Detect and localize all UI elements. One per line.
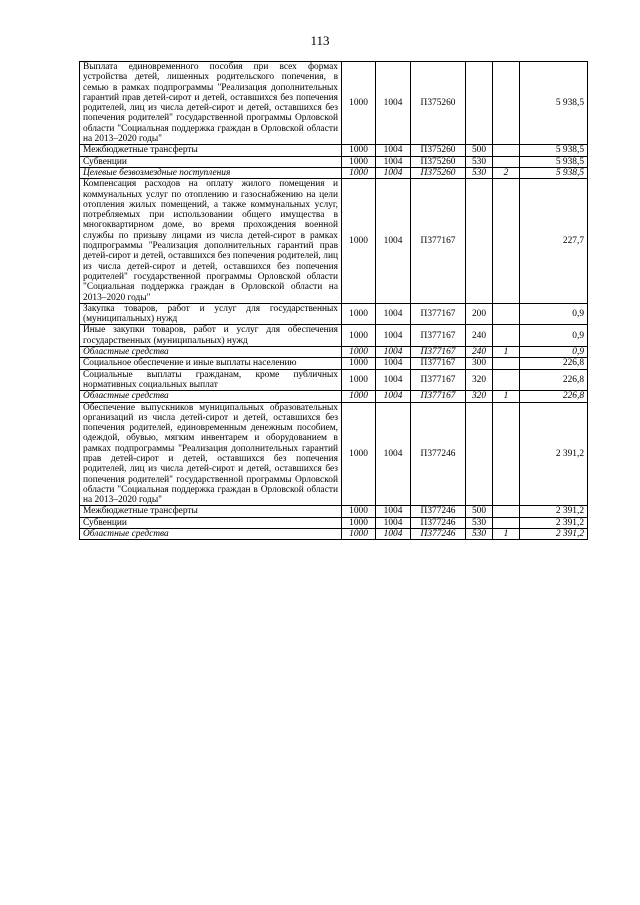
target-article-code: П377167 (411, 369, 466, 391)
amount: 2 391,2 (520, 529, 588, 540)
row-description: Межбюджетные трансферты (80, 506, 342, 517)
budget-table (79, 61, 588, 540)
row-description: Закупка товаров, работ и услуг для государственных (муниципальных) нужд (80, 303, 342, 325)
row-description: Социальное обеспечение и иные выплаты населению (80, 358, 342, 369)
amount: 2 391,2 (520, 402, 588, 506)
expense-type-code: 300 (466, 358, 493, 369)
funding-source-code: 1 (493, 529, 520, 540)
table-row (80, 358, 588, 369)
section-code: 1000 (342, 62, 376, 145)
section-code: 1000 (342, 179, 376, 304)
amount: 0,9 (520, 325, 588, 347)
section-code: 1000 (342, 303, 376, 325)
table-row (80, 325, 588, 347)
funding-source-code (493, 179, 520, 304)
funding-source-code: 2 (493, 167, 520, 178)
funding-source-code (493, 303, 520, 325)
amount: 0,9 (520, 303, 588, 325)
section-code: 1000 (342, 156, 376, 167)
expense-type-code: 320 (466, 369, 493, 391)
expense-type-code: 200 (466, 303, 493, 325)
subsection-code: 1004 (376, 391, 411, 402)
subsection-code: 1004 (376, 156, 411, 167)
funding-source-code (493, 369, 520, 391)
amount: 5 938,5 (520, 145, 588, 156)
funding-source-code (493, 402, 520, 506)
target-article-code: П377246 (411, 517, 466, 528)
expense-type-code: 530 (466, 517, 493, 528)
row-description: Иные закупки товаров, работ и услуг для обеспечения государственных (муниципальных) нужд (80, 325, 342, 347)
target-article-code: П377167 (411, 179, 466, 304)
funding-source-code: 1 (493, 347, 520, 358)
row-description: Обеспечение выпускников муниципальных образовательных организаций из числа детей-сирот и детей, оставшихся без попечения родителей, единовременным денежным пособием, одеждой, обувью, мягким инвентарем и оборудованием в рамках подпрограммы "Реализация дополнительных гарантий прав детей-сирот и детей, оставшихся без попечения родителей, лиц из числа детей-сирот и детей, оставшихся без попечения родителей" государственной программы Орловской области "Социальная поддержка граждан в Орловской области на 2013–2020 годы" (80, 402, 342, 506)
section-code: 1000 (342, 402, 376, 506)
row-description: Межбюджетные трансферты (80, 145, 342, 156)
target-article-code: П377246 (411, 529, 466, 540)
funding-source-code (493, 358, 520, 369)
table-row (80, 506, 588, 517)
target-article-code: П375260 (411, 156, 466, 167)
subsection-code: 1004 (376, 402, 411, 506)
subsection-code: 1004 (376, 347, 411, 358)
amount: 226,8 (520, 391, 588, 402)
funding-source-code (493, 145, 520, 156)
row-description: Компенсация расходов на оплату жилого помещения и коммунальных услуг по отоплению и газоснабжению на цели отопления жилых помещений, а также коммунальных услуг, потребляемых при использовании общего имущества в многоквартирном доме, во время прохождения военной службы по призыву лицами из числа детей-сирот в рамках подпрограммы "Реализация дополнительных гарантий прав детей-сирот и детей, оставшихся без попечения родителей, лиц из числа детей-сирот и детей, оставшихся без попечения родителей" государственной программы Орловской области "Социальная поддержка граждан в Орловской области на 2013–2020 годы" (80, 179, 342, 304)
funding-source-code (493, 62, 520, 145)
expense-type-code: 530 (466, 529, 493, 540)
row-description: Выплата единовременного пособия при всех формах устройства детей, лишенных родительского попечения, в семью в рамках подпрограммы "Реализация дополнительных гарантий прав детей-сирот и детей, оставшихся без попечения родителей, лиц из числа детей-сирот и детей, оставшихся без попечения родителей" государственной программы Орловской области "Социальная поддержка граждан в Орловской области на 2013–2020 годы" (80, 62, 342, 145)
subsection-code: 1004 (376, 358, 411, 369)
row-description: Субвенции (80, 517, 342, 528)
subsection-code: 1004 (376, 179, 411, 304)
amount: 226,8 (520, 358, 588, 369)
expense-type-code: 500 (466, 506, 493, 517)
amount: 227,7 (520, 179, 588, 304)
expense-type-code: 530 (466, 167, 493, 178)
funding-source-code (493, 517, 520, 528)
expense-type-code: 530 (466, 156, 493, 167)
amount: 5 938,5 (520, 62, 588, 145)
subsection-code: 1004 (376, 167, 411, 178)
funding-source-code (493, 506, 520, 517)
target-article-code: П377167 (411, 358, 466, 369)
funding-source-code: 1 (493, 391, 520, 402)
expense-type-code (466, 179, 493, 304)
section-code: 1000 (342, 347, 376, 358)
section-code: 1000 (342, 325, 376, 347)
row-description: Субвенции (80, 156, 342, 167)
table-row (80, 179, 588, 304)
amount: 0,9 (520, 347, 588, 358)
subsection-code: 1004 (376, 303, 411, 325)
table-row (80, 391, 588, 402)
row-description: Областные средства (80, 391, 342, 402)
table-row (80, 347, 588, 358)
target-article-code: П377246 (411, 402, 466, 506)
subsection-code: 1004 (376, 325, 411, 347)
funding-source-code (493, 325, 520, 347)
table-row (80, 167, 588, 178)
amount: 226,8 (520, 369, 588, 391)
table-row (80, 529, 588, 540)
target-article-code: П375260 (411, 62, 466, 145)
section-code: 1000 (342, 358, 376, 369)
section-code: 1000 (342, 506, 376, 517)
row-description: Областные средства (80, 529, 342, 540)
amount: 2 391,2 (520, 517, 588, 528)
expense-type-code: 500 (466, 145, 493, 156)
table-row (80, 62, 588, 145)
row-description: Областные средства (80, 347, 342, 358)
page-number: 113 (310, 33, 330, 48)
section-code: 1000 (342, 391, 376, 402)
subsection-code: 1004 (376, 145, 411, 156)
subsection-code: 1004 (376, 506, 411, 517)
table-row (80, 303, 588, 325)
target-article-code: П375260 (411, 167, 466, 178)
table-row (80, 402, 588, 506)
section-code: 1000 (342, 517, 376, 528)
target-article-code: П377167 (411, 325, 466, 347)
subsection-code: 1004 (376, 369, 411, 391)
table-row (80, 156, 588, 167)
expense-type-code: 240 (466, 347, 493, 358)
section-code: 1000 (342, 369, 376, 391)
expense-type-code (466, 402, 493, 506)
subsection-code: 1004 (376, 517, 411, 528)
subsection-code: 1004 (376, 62, 411, 145)
section-code: 1000 (342, 529, 376, 540)
amount: 5 938,5 (520, 156, 588, 167)
target-article-code: П377167 (411, 347, 466, 358)
amount: 2 391,2 (520, 506, 588, 517)
table-row (80, 145, 588, 156)
target-article-code: П377246 (411, 506, 466, 517)
funding-source-code (493, 156, 520, 167)
table-row (80, 369, 588, 391)
subsection-code: 1004 (376, 529, 411, 540)
target-article-code: П377167 (411, 303, 466, 325)
expense-type-code: 240 (466, 325, 493, 347)
target-article-code: П377167 (411, 391, 466, 402)
row-description: Целевые безвозмездные поступления (80, 167, 342, 178)
table-body (80, 62, 588, 540)
section-code: 1000 (342, 145, 376, 156)
section-code: 1000 (342, 167, 376, 178)
expense-type-code (466, 62, 493, 145)
table-row (80, 517, 588, 528)
amount: 5 938,5 (520, 167, 588, 178)
row-description: Социальные выплаты гражданам, кроме публичных нормативных социальных выплат (80, 369, 342, 391)
expense-type-code: 320 (466, 391, 493, 402)
target-article-code: П375260 (411, 145, 466, 156)
